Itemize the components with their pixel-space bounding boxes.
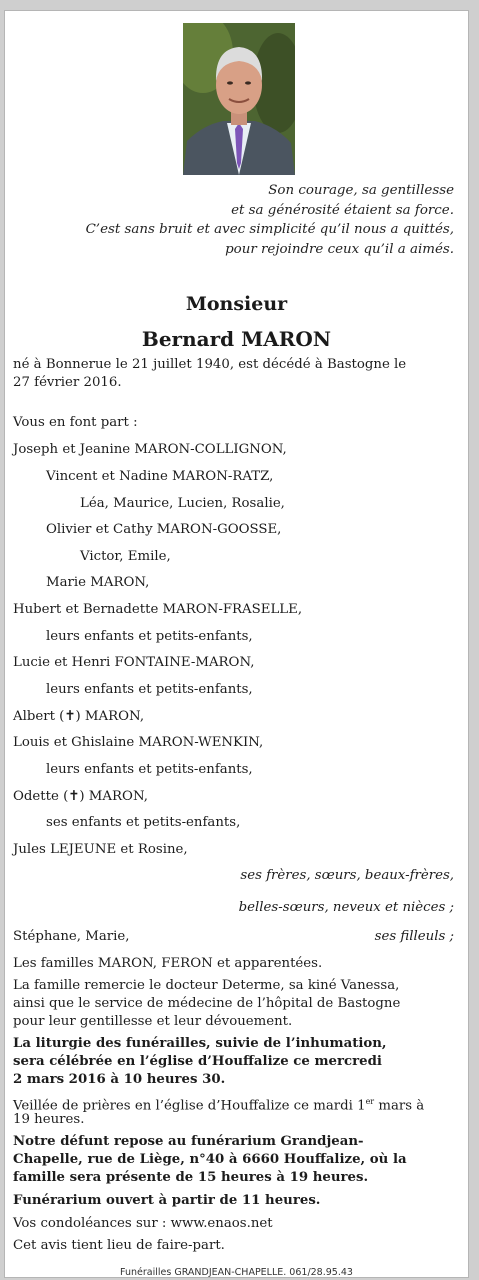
families-line: Les familles MARON, FERON et apparentées.: [13, 956, 323, 971]
family-line: Olivier et Cathy MARON-GOOSSE,: [46, 522, 282, 537]
notice-line: Cet avis tient lieu de faire-part.: [13, 1238, 225, 1253]
family-line: leurs enfants et petits-enfants,: [46, 629, 253, 644]
rest-line: Chapelle, rue de Liège, n°40 à 6660 Houffalize, où la: [13, 1152, 407, 1167]
family-line: Lucie et Henri FONTAINE-MARON,: [13, 655, 255, 670]
family-line: Jules LEJEUNE et Rosine,: [13, 842, 188, 857]
epitaph-quote: [86, 181, 454, 259]
birth-line: né à Bonnerue le 21 juillet 1940, est décédé à Bastogne le: [13, 357, 407, 372]
condolences-line: Vos condoléances sur : www.enaos.net: [13, 1216, 273, 1231]
family-line: Hubert et Bernadette MARON-FRASELLE,: [13, 602, 303, 617]
family-line: Albert (✝) MARON,: [13, 709, 145, 724]
family-line: Léa, Maurice, Lucien, Rosalie,: [80, 496, 285, 511]
thanks-line: pour leur gentillesse et leur dévouement.: [13, 1014, 293, 1029]
vigil-superscript: er: [365, 1097, 375, 1106]
family-line: Louis et Ghislaine MARON-WENKIN,: [13, 735, 264, 750]
deceased-name: Bernard MARON: [141, 327, 332, 351]
honorific: Monsieur: [185, 293, 288, 315]
relations-line: belles-sœurs, neveux et nièces ;: [238, 900, 454, 915]
godchildren-label: ses filleuls ;: [374, 929, 454, 944]
family-line: Joseph et Jeanine MARON-COLLIGNON,: [13, 442, 287, 457]
rest-line: Notre défunt repose au funérarium Grandjean-: [13, 1134, 364, 1149]
vigil-line: 19 heures.: [13, 1112, 85, 1127]
portrait-photo: [183, 23, 295, 175]
family-line: Marie MARON,: [46, 575, 150, 590]
family-line: ses enfants et petits-enfants,: [46, 815, 241, 830]
vigil-text: Veillée de prières en l’église d’Houffalize ce mardi 1: [13, 1098, 366, 1114]
quote-line: pour rejoindre ceux qu’il a aimés.: [225, 241, 454, 257]
relations-line: ses frères, sœurs, beaux-frères,: [240, 868, 454, 883]
quote-line: et sa générosité étaient sa force.: [231, 202, 454, 218]
rest-line: famille sera présente de 15 heures à 19 heures.: [13, 1170, 369, 1185]
announce-line: Vous en font part :: [13, 415, 138, 430]
birth-line: 27 février 2016.: [13, 375, 122, 390]
thanks-line: La famille remercie le docteur Determe, sa kiné Vanessa,: [13, 978, 400, 993]
quote-line: C’est sans bruit et avec simplicité qu’il nous a quittés,: [85, 222, 454, 237]
family-line: leurs enfants et petits-enfants,: [46, 762, 253, 777]
quote-line: Son courage, sa gentillesse: [268, 183, 454, 198]
family-line: Vincent et Nadine MARON-RATZ,: [46, 469, 274, 484]
family-line: Victor, Emile,: [80, 549, 171, 564]
thanks-line: ainsi que le service de médecine de l’hôpital de Bastogne: [13, 996, 401, 1011]
funerarium-hours: Funérarium ouvert à partir de 11 heures.: [13, 1193, 321, 1208]
funeral-home-footer: Funérailles GRANDJEAN-CHAPELLE. 061/28.95.43: [120, 1267, 353, 1278]
obituary-notice: [4, 10, 469, 1278]
family-line: Odette (✝) MARON,: [13, 789, 148, 804]
family-line: leurs enfants et petits-enfants,: [46, 682, 253, 697]
liturgy-line: sera célébrée en l’église d’Houffalize ce mercredi: [13, 1054, 382, 1069]
vigil-text-end: mars à: [374, 1098, 425, 1114]
liturgy-line: 2 mars 2016 à 10 heures 30.: [13, 1072, 226, 1087]
liturgy-line: La liturgie des funérailles, suivie de l’inhumation,: [13, 1036, 387, 1051]
godchildren-names: Stéphane, Marie,: [13, 929, 130, 944]
